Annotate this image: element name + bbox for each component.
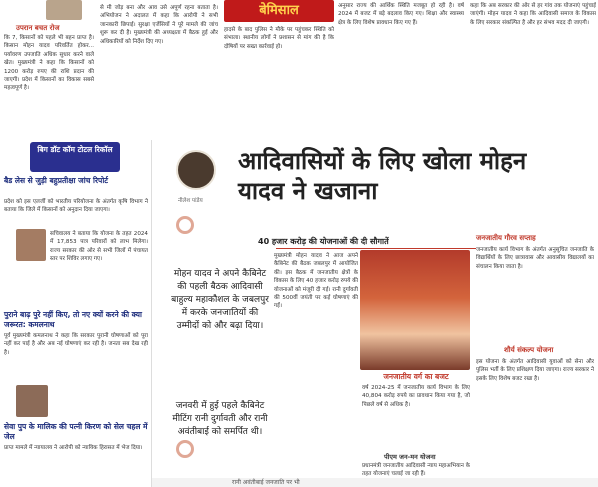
sidebar-text-2: सचिवालय ने बताया कि योजना के तहत 2024 में 17,853 पात्र परिवारों को लाभ मिलेगा। राज्य सरकार की ओर से सभी जिलों में पंचायत स्तर पर शिविर लगाए गए। <box>50 231 148 263</box>
right-heading-2: शौर्य संकल्प योजना <box>504 346 554 354</box>
bottom-strip: रानी अवंतीबाई जनजाति पर भी <box>152 478 598 487</box>
budget-box-title: जनजातीय वर्ग का बजट <box>383 372 449 381</box>
sidebar-text-1: प्रदेश को इस एलर्जी को भारतीय परियोजना के अंतर्गत कृषि विभाग ने बताया कि जिले में किसानों को अनुदान दिया जाएगा। <box>4 199 148 214</box>
total-recall-badge: बिग डॉट कॉम टोटल रिकॉल <box>30 142 120 172</box>
decorative-ring-icon <box>176 216 194 234</box>
top-right-article-text-a: अनुसार राज्य की आर्थिक स्थिति मजबूत हो रही है। वर्ष 2024 में बजट में बड़े बदलाव किए गए। शिक्षा और स्वास्थ्य क्षेत्र के लिए विशेष प्रावधान किए गए हैं। <box>338 3 464 26</box>
sidebar-photo-1 <box>16 229 46 261</box>
top-banner-column-text: हादसे के बाद पुलिस ने मौके पर पहुंचकर स्थिति को संभाला। स्थानीय लोगों ने प्रशासन से मांग की है कि दोषियों पर सख्त कार्रवाई हो। <box>224 27 334 50</box>
byline-photo <box>176 150 216 190</box>
main-article-text: मुख्यमंत्री मोहन यादव ने आज अपने कैबिनेट की बैठक जबलपुर में आयोजित की। इस बैठक में जनजातीय क्षेत्रों के विकास के लिए 40 हजार करोड़ रुपये की योजनाओं को मंजूरी दी गई। रानी दुर्गावती की 500वीं जयंती पर कई घोषणाएं की गईं। <box>274 253 358 310</box>
right-text-1: जनजातीय कार्य विभाग के अंतर्गत अनुसूचित जनजाति के विद्यार्थियों के लिए छात्रावास और आवासीय विद्यालयों का संचालन किया जाता है। <box>476 247 594 270</box>
sidebar-text-4: प्राप्त मामले में न्यायालय ने आरोपी को न्यायिक हिरासत में भेज दिया। <box>4 445 143 451</box>
main-article-text-b: प्रधानमंत्री जनजातीय आदिवासी न्याय महाअभियान के तहत योजनाएं चलाई जा रही हैं। <box>362 463 470 478</box>
budget-box-text: वर्ष 2024-25 में जनजातीय कार्य विभाग के लिए 40,804 करोड़ रुपये का प्रावधान किया गया है, जो पिछले वर्ष से अधिक है। <box>362 385 470 408</box>
sidebar-headline-3: सेवा पुप के मालिक की पत्नी किरण को सेल चहल में जेल <box>4 422 148 441</box>
main-headline: आदिवासियों के लिए खोला मोहन यादव ने खजाना <box>238 147 527 205</box>
sidebar-headline-1: बैड लेस से जुड़ी बहुप्रतीक्षा जांच रिपोर्ट <box>4 176 109 185</box>
photo-caption: पीएम जन-मन योजना <box>384 453 436 461</box>
author-photo <box>46 0 82 20</box>
pullquote-2: जनवरी में हुई पहले कैबिनेट मीटिंग रानी दुर्गावती और रानी अवंतीबाई को समर्पित थी। <box>172 401 268 437</box>
sidebar-text-3: पूर्व मुख्यमंत्री कमलनाथ ने कहा कि सरकार पुरानी घोषणाओं को पूरा नहीं कर पाई है और अब नई घोषणाएं कर रही है। जनता सब देख रही है। <box>4 333 148 356</box>
pullquote: मोहन यादव ने अपने कैबिनेट की पहली बैठक आदिवासी बाहुल्य महाकौशल के जबलपुर में करके जनजातियों की उम्मीदों को और बढ़ा दिया। <box>171 269 269 331</box>
top-middle-column <box>100 0 220 140</box>
sub-headline-rule <box>276 248 476 249</box>
top-middle-article-text: से मी जोड़ बना और आव उसे अपूर्ण रहना बताता है। अभियोजन ने अदालत में कहा कि आरोपी ने सभी जानकारी छिपाई। सुरक्षा एजेंसियों ने पूरे मामले की जांच शुरू कर दी है। मुख्यमंत्री की अध्यक्षता में बैठक हुई और अधिकारियों को निर्देश दिए गए। <box>100 5 218 45</box>
sidebar-headline-2: पुराने बाढ़ पुरे नहीं किए, तो नए क्यों करने की क्या जरूरत: कमलनाथ <box>4 310 142 329</box>
author-name: उपरान बचत रोज <box>16 24 60 32</box>
top-banner: बेमिसाल <box>224 0 334 22</box>
main-photo <box>360 250 470 370</box>
left-sidebar <box>0 140 152 487</box>
top-left-column <box>0 0 96 140</box>
byline-name: नीलेश पांडेय <box>178 198 203 204</box>
top-left-article-text: कि 7, किसानों को पहले भी बहन प्राप्त है। किसान मोहन यादव परिवर्तित होकर... पर्यावरण उपजाति अधिक सुधार करने वाले खेत। मुख्यमंत्री ने कहा कि किसानों को 1200 करोड़ रुपए की राशि प्रदान की जाएगी। प्रदेश में किसानों का विकास सबसे महत्वपूर्ण है। <box>4 35 94 92</box>
sidebar-photo-2 <box>16 385 48 417</box>
decorative-ring-icon <box>176 440 194 458</box>
right-column <box>474 230 596 487</box>
sub-headline: 40 हजार करोड़ की योजनाओं की दी सौगातें <box>258 237 389 246</box>
right-text-2: इस योजना के अंतर्गत आदिवासी युवाओं को सेना और पुलिस भर्ती के लिए प्रशिक्षण दिया जाएगा। राज्य सरकार ने इसके लिए विशेष बजट रखा है। <box>476 359 594 382</box>
right-heading-1: जनजातीय गौरव सप्ताह <box>476 234 536 242</box>
top-right-article-text-b: कहा कि अब सरकार की ओर से हर गांव तक योजनाएं पहुंचाई जाएंगी। मोहन यादव ने कहा कि आदिवासी समाज के विकास के लिए सरकार संकल्पित है और हर संभव मदद दी जाएगी। <box>470 3 596 26</box>
top-right-columns <box>338 0 596 140</box>
